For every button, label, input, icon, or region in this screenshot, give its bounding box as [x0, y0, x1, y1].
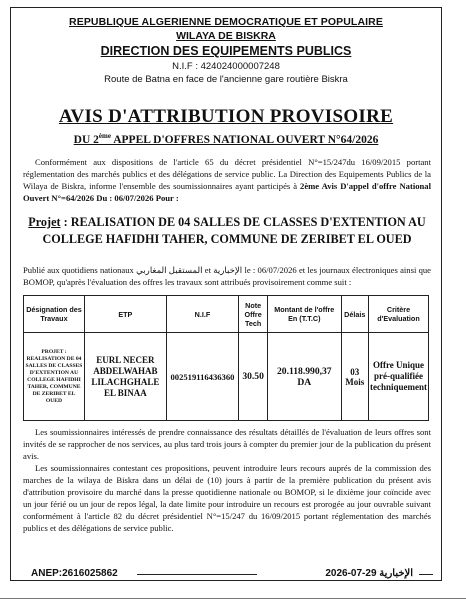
newspaper-date: الإخبارية 29-07-2026 — [325, 568, 413, 579]
publication-paragraph: Publié aux quotidiens nationaux المستقبل المغاربي et الإخبارية le : 06/07/2026 et les journaux électroniques ainsi que BOMOP, qu'après l'évaluation des offres les travaux sont attribués provisoirement comme suit : — [23, 265, 431, 287]
cell-designation: PROJET : REALISATION DE 04 SALLES DE CLASSES D'EXTENTION AU COLLEGE HAFIDHI TAHER, COMMUNE DE ZERIBET EL OUED — [24, 333, 85, 421]
subtitle-sup: ème — [98, 132, 111, 140]
cell-montant: 20.118.990,37 DA — [268, 333, 341, 421]
table-header: N.I.F — [166, 296, 238, 333]
project-label: Projet — [28, 215, 61, 229]
notice-frame — [10, 7, 442, 581]
table-header: Délais — [341, 296, 368, 333]
header-wilaya: WILAYA DE BISKRA — [176, 30, 276, 42]
footer-divider-right — [419, 574, 433, 575]
notice-title: AVIS D'ATTRIBUTION PROVISOIRE — [58, 106, 394, 127]
header-direction: DIRECTION DES EQUIPEMENTS PUBLICS — [100, 44, 352, 58]
subtitle-prefix: DU 2 — [73, 133, 99, 146]
header-address: Route de Batna en face de l'ancienne gare routière Biskra — [104, 74, 348, 85]
table-header: ETP — [84, 296, 166, 333]
cell-critere: Offre Unique pré-qualifiée techniquement — [369, 333, 429, 421]
cell-delais: 03 Mois — [341, 333, 368, 421]
project-line — [21, 214, 433, 248]
intro-paragraph — [23, 156, 431, 204]
results-paragraph: Les soumissionnaires intéressés de prendre connaissance des résultats détaillés de l'évaluation de leurs offres sont invités de se rapprocher de nos services, au plus tard trois jours à compter du premier jour de la publication du présent avis. — [23, 427, 431, 461]
notice-subtitle — [11, 132, 441, 146]
table-header: Désignation des Travaux — [24, 296, 85, 333]
subtitle-suffix: APPEL D'OFFRES NATIONAL OUVERT N°64/2026 — [110, 133, 379, 146]
header-nif: N.I.F : 424024000007248 — [172, 61, 280, 72]
intro-bold: 2ème Avis D'appel d'offre National Ouvert N°=64/2026 Du : 06/07/2026 Pour : — [23, 181, 431, 203]
page-bottom-rule — [0, 598, 466, 599]
table-header: Note Offre Tech — [239, 296, 268, 333]
cell-note: 30.50 — [239, 333, 268, 421]
appeal-paragraph: Les soumissionnaires contestant ces propositions, peuvent introduire leurs recours auprés de la commission des marches de la wilaya de Biskra dans un délai de (10) jours à partir de la première publication du présent avis d'attribution provisoire du marché dans la presse quotidienne nationale ou BOMOP, si le dixième jour coïncide avec un jour férié ou un jour de repos légal, la date limite pour introduire un recours est prorogée au jour ouvrable suivant conformément à l'article 82 du décret présidentiel N°=15/247 du 16/09/2015 portant réglementation des marchés publics et des délégations de service public. — [23, 463, 431, 533]
table-header: Montant de l'offre En (T.T.C) — [268, 296, 341, 333]
intro-text: Conformément aux dispositions de l'article 65 du décret présidentiel N°=15/247du 16/09/2015 portant réglementation des marchés publics et des délégations de service public. La Direction des Equipements Publics de la Wilaya de Biskra, informe l'ensemble des soumissionnaires ayant participés à — [23, 157, 431, 191]
anep-reference: ANEP:2616025862 — [31, 568, 118, 579]
project-text: : REALISATION DE 04 SALLES DE CLASSES D'EXTENTION AU COLLEGE HAFIDHI TAHER, COMMUNE DE ZERIBET EL OUED — [42, 215, 426, 246]
cell-nif: 002519116436360 — [166, 333, 238, 421]
table-header-row — [24, 296, 429, 333]
cell-etp: EURL NECER ABDELWAHAB LILACHGHALE EL BINAA — [84, 333, 166, 421]
attribution-table — [23, 295, 429, 421]
table-header: Critère d'Evaluation — [369, 296, 429, 333]
header-republic: REPUBLIQUE ALGERIENNE DEMOCRATIQUE ET POPULAIRE — [69, 16, 383, 28]
footer-divider-left — [137, 574, 257, 575]
table-row — [24, 333, 429, 421]
